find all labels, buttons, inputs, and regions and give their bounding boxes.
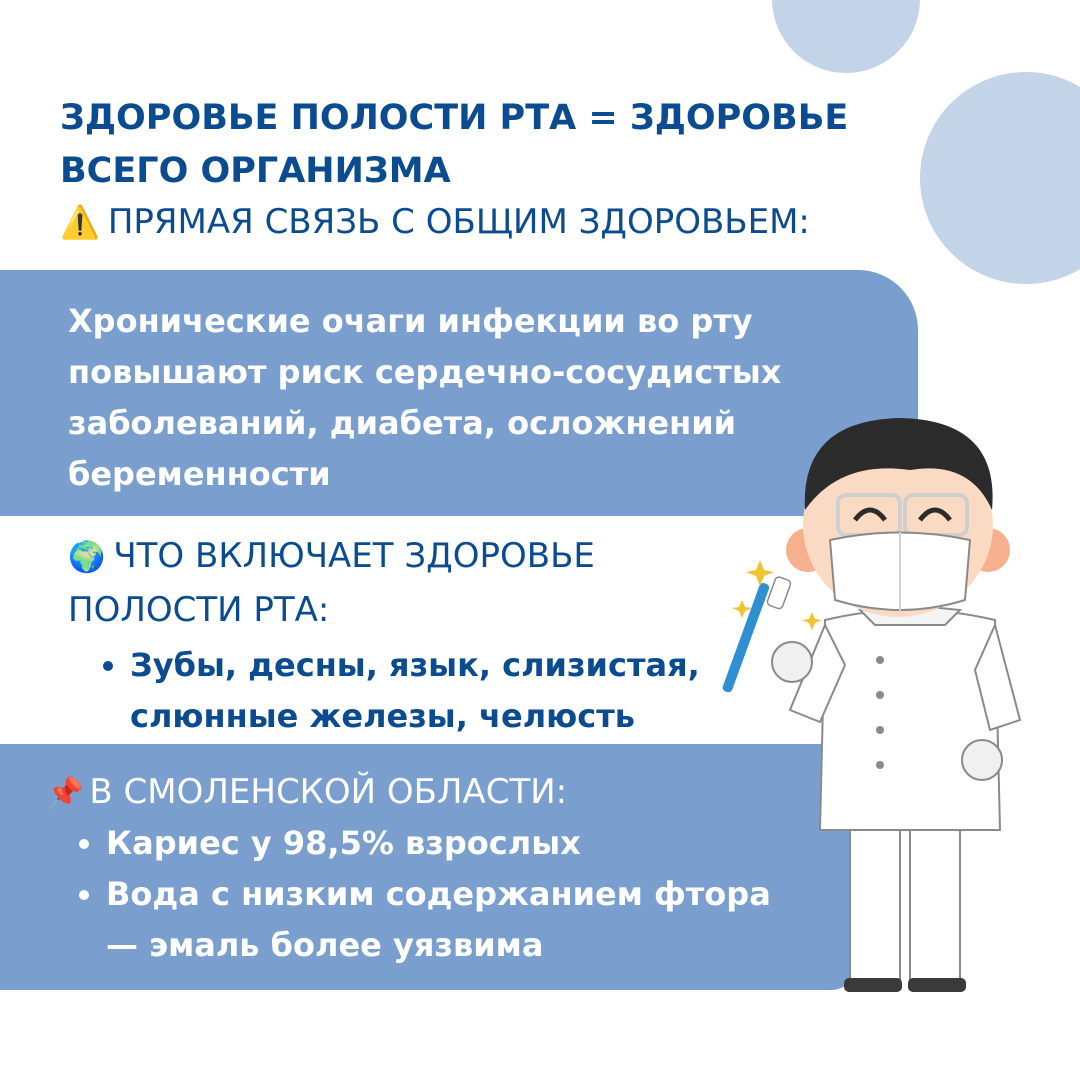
region-heading-text: В СМОЛЕНСКОЙ ОБЛАСТИ:: [89, 772, 568, 812]
decor-circle-top: [772, 0, 920, 73]
includes-heading: [68, 530, 748, 636]
list-item: • Кариес у 98,5% взрослых: [106, 818, 806, 869]
warning-icon: ⚠️: [60, 203, 100, 241]
region-list: [0, 818, 806, 971]
pushpin-icon: 📌: [46, 776, 84, 811]
includes-section: [68, 530, 748, 742]
globe-icon: 🌍: [68, 540, 106, 575]
decor-circle-right: [920, 72, 1080, 284]
page-title: ЗДОРОВЬЕ ПОЛОСТИ РТА = ЗДОРОВЬЕ ВСЕГО ОРГАНИЗМА: [60, 98, 849, 191]
includes-list: [68, 640, 748, 742]
includes-heading-text: ЧТО ВКЛЮЧАЕТ ЗДОРОВЬЕ ПОЛОСТИ РТА:: [68, 536, 595, 630]
dentist-illustration: [720, 400, 1050, 1000]
risk-text: Хронические очаги инфекции во рту повышают риск сердечно-сосудистых заболеваний, диабета, осложнений беременности: [68, 302, 782, 493]
list-item: • Зубы, десны, язык, слизистая, слюнные железы, челюсть: [130, 640, 748, 742]
warning-heading: [60, 196, 810, 248]
region-heading: [46, 766, 567, 820]
list-item: • Вода с низким содержанием фтора — эмаль более уязвима: [106, 869, 806, 971]
warning-heading-text: ПРЯМАЯ СВЯЗЬ С ОБЩИМ ЗДОРОВЬЕМ:: [107, 202, 810, 242]
